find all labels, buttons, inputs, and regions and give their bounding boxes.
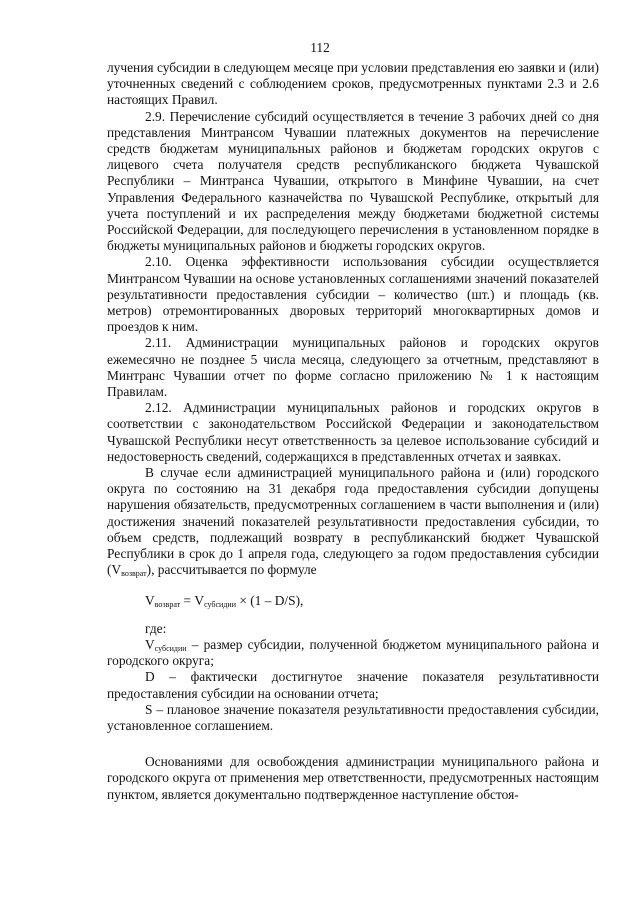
paragraph-2-12: 2.12. Администрации муниципальных районов и городских округов в соответствии с законодательством Российской Федерации и законодательством Чувашской Республики несут ответственность за целевое использование субсидий и недостоверность сведений, содержащихся в представленных отчетах и заявках. [107, 400, 599, 464]
definition-d: D – фактически достигнутое значение показателя результативности предоставления субсидии на основании отчета; [107, 669, 599, 701]
refund-case-tail: ), рассчитывается по формуле [146, 562, 317, 578]
definition-v-subsidy: $V_{субсидии}$ – размер субсидии, полученной бюджетом муниципального района и городского округа; [107, 636, 599, 669]
paragraph-2-9: 2.9. Перечисление субсидий осуществляется в течение 3 рабочих дней со дня представления Минтрансом Чувашии платежных документов на перечисление средств бюджетам муниципальных районов и бюджетам городских округов с лицевого счета получателя средств республиканского бюджета Чувашской Республики – Минтранса Чувашии, открытого в Минфине Чувашии, на счет Управления Федерального казначейства по Чувашской Республике, открытый для учета поступлений и их распределения между бюджетами бюджетной системы Российской Федерации, для последующего перечисления в установленном порядке в бюджеты муниципальных районов и бюджеты городских округов. [107, 108, 599, 254]
paragraph-continuation: лучения субсидии в следующем месяце при условии представления ею заявки и (или) уточненных сведений с соблюдением сроков, предусмотренных пунктами 2.3 и 2.6 настоящих Правил. [107, 60, 599, 108]
page-number: 112 [310, 40, 330, 55]
document-body [107, 60, 599, 803]
paragraph-2-10: 2.10. Оценка эффективности использования субсидии осуществляется Минтрансом Чувашии на основе установленных соглашениями значений показателей результативности предоставления субсидии – количество (шт.) и площадь (кв. метров) отремонтированных дворовых территорий многоквартирных домов и проездов к ним. [107, 254, 599, 335]
refund-case-text: В случае если администрацией муниципального района и (или) городского округа по состоянию на 31 декабря года предоставления субсидии допущены нарушения обязательств, предусмотренных соглашением в части выполнения и (или) достижения значений показателей результативности предоставления субсидии, то объем средств, подлежащий возврату в республиканский бюджет Чувашской Республики в срок до 1 апреля года, следующего за годом предоставления субсидии (V [107, 465, 599, 578]
refund-formula: $V_{возврат} = V_{субсидии} \times (1 - D/S)$, [145, 592, 304, 609]
paragraph-exemption-grounds: Основаниями для освобождения администрации муниципального района и городского округа от применения мер ответственности, предусмотренных настоящим пунктом, является документально подтвержденное наступление обстоя- [107, 754, 599, 802]
definition-s: S – плановое значение показателя результативности предоставления субсидии, установленное соглашением. [107, 701, 599, 733]
refund-case-subscript: возврат [121, 569, 147, 579]
where-label: где: [145, 620, 167, 636]
paragraph-refund-case [107, 465, 599, 578]
paragraph-2-11: 2.11. Администрации муниципальных районов и городских округов ежемесячно не позднее 5 числа месяца, следующего за отчетным, представляют в Минтранс Чувашии отчет по форме согласно приложению № 1 к настоящим Правилам. [107, 335, 599, 400]
